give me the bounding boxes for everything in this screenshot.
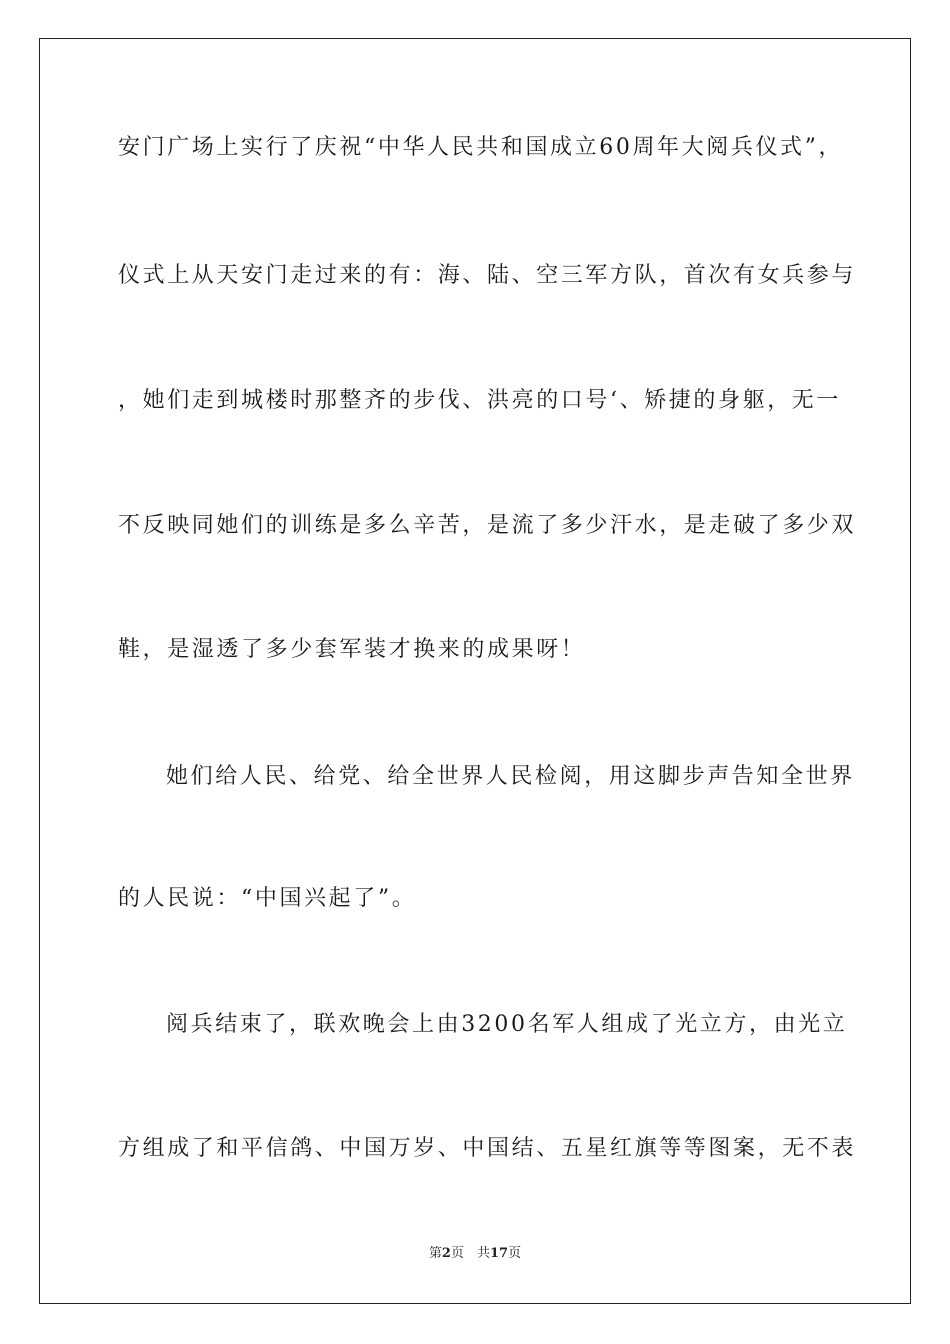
page-mid: 页 共 — [450, 1246, 490, 1261]
body-text-line: 她们给人民、给党、给全世界人民检阅，用这脚步声告知全世界 — [166, 764, 855, 789]
body-text-line: 的人民说：“中国兴起了”。 — [118, 886, 417, 911]
body-text-line: 仪式上从天安门走过来的有：海、陆、空三军方队，首次有女兵参与 — [118, 263, 857, 288]
page-border — [39, 38, 911, 1304]
body-text-line: 不反映同她们的训练是多么辛苦，是流了多少汗水，是走破了多少双 — [118, 513, 857, 538]
body-text-line: 阅兵结束了，联欢晚会上由3200名军人组成了光立方，由光立 — [166, 1012, 848, 1037]
page-prefix: 第 — [428, 1246, 442, 1261]
page-number-footer — [0, 1245, 950, 1263]
body-text-line: 方组成了和平信鸽、中国万岁、中国结、五星红旗等等图案，无不表 — [118, 1136, 857, 1161]
body-text-line: 安门广场上实行了庆祝“中华人民共和国成立60周年大阅兵仪式”， — [118, 135, 844, 160]
page-current: 2 — [441, 1246, 451, 1261]
body-text-line: ，她们走到城楼时那整齐的步伐、洪亮的口号‘、矫捷的身躯，无一 — [118, 388, 841, 413]
page-total: 17 — [489, 1246, 509, 1261]
body-text-line: 鞋，是湿透了多少套军装才换来的成果呀！ — [118, 637, 586, 662]
page-suffix: 页 — [508, 1246, 522, 1261]
